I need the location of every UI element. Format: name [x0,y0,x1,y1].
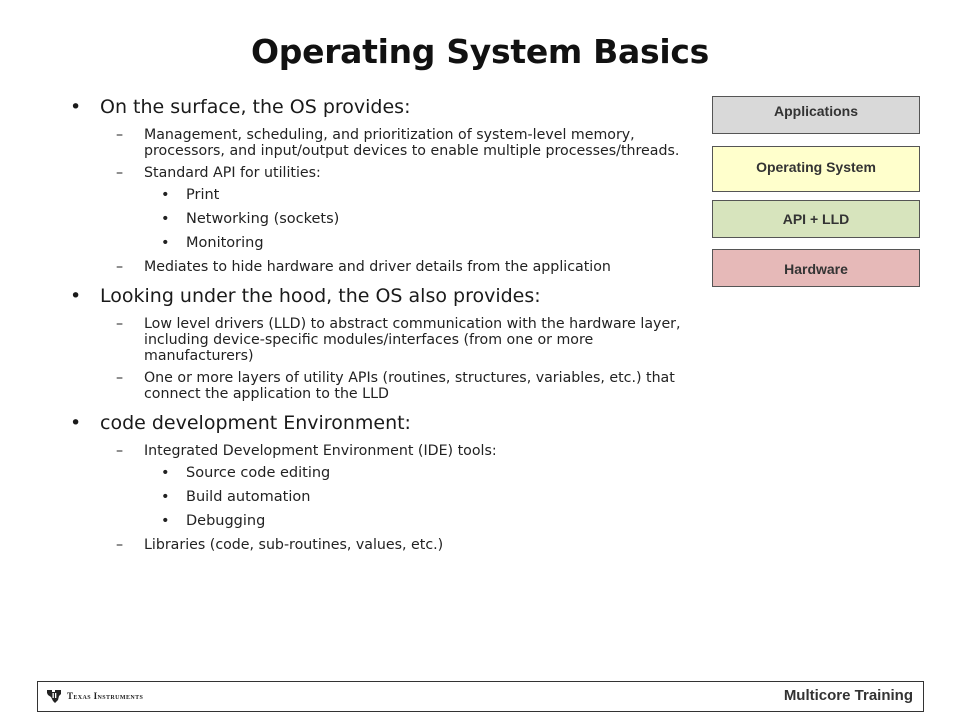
third-level-bullet [60,187,700,204]
third-level-text: Monitoring [186,235,264,251]
bullet-dot-icon: • [161,187,170,203]
bullet-dot-icon: • [70,285,82,307]
sub-bullet [60,165,700,181]
stack-api-lld-box: API + LLD [712,200,920,238]
third-level-text: Print [186,187,220,203]
dash-icon: – [116,165,124,181]
sub-bullet-text: Low level drivers (LLD) to abstract communication with the hardware layer, including device-specific modules/interfaces (from one or more manufacturers) [144,316,681,364]
stack-applications-box: Applications [712,96,920,134]
sub-bullet [60,370,700,402]
section-heading: Looking under the hood, the OS also provides: [100,285,541,307]
sub-bullet-text: One or more layers of utility APIs (routines, structures, variables, etc.) that connect the application to the LLD [144,370,675,402]
bullet-section-1 [60,96,700,119]
bullet-dot-icon: • [161,235,170,251]
bullet-section-2 [60,285,700,308]
dash-icon: – [116,537,124,553]
third-level-text: Debugging [186,513,266,529]
third-level-bullet [60,465,700,482]
bullet-dot-icon: • [161,513,170,529]
stack-operating-system-box: Operating System [712,146,920,192]
third-level-bullet [60,211,700,228]
bullet-dot-icon: • [70,96,82,118]
sub-bullet [60,443,700,459]
sub-bullet [60,316,700,364]
sub-bullet-text: Standard API for utilities: [144,165,321,181]
dash-icon: – [116,370,124,386]
sub-bullet [60,537,700,553]
bullet-dot-icon: • [161,489,170,505]
bullet-dot-icon: • [161,211,170,227]
stack-hardware-box: Hardware [712,249,920,287]
footer-bar [37,681,924,712]
third-level-text: Build automation [186,489,311,505]
dash-icon: – [116,259,124,275]
texas-instruments-logo-icon [46,688,62,704]
sub-bullet-text: Management, scheduling, and prioritization of system-level memory, processors, and input/output devices to enable multiple processes/threads. [144,127,680,159]
bullet-section-3 [60,412,700,435]
third-level-text: Networking (sockets) [186,211,340,227]
bullet-dot-icon: • [161,465,170,481]
ti-logo [46,688,143,704]
third-level-bullet [60,235,700,252]
sub-bullet-text: Integrated Development Environment (IDE) tools: [144,443,497,459]
section-heading: code development Environment: [100,412,411,434]
dash-icon: – [116,127,124,143]
ti-company-name: Texas Instruments [67,691,144,701]
third-level-bullet [60,489,700,506]
third-level-text: Source code editing [186,465,331,481]
sub-bullet-text: Mediates to hide hardware and driver details from the application [144,259,611,275]
slide-title: Operating System Basics [251,32,709,71]
sub-bullet [60,259,700,275]
section-heading: On the surface, the OS provides: [100,96,411,118]
bullet-dot-icon: • [70,412,82,434]
sub-bullet-text: Libraries (code, sub-routines, values, etc.) [144,537,444,553]
slide-content [60,96,700,559]
dash-icon: – [116,316,124,332]
sub-bullet [60,127,700,159]
third-level-bullet [60,513,700,530]
footer-brand: Multicore Training [783,687,913,704]
dash-icon: – [116,443,124,459]
